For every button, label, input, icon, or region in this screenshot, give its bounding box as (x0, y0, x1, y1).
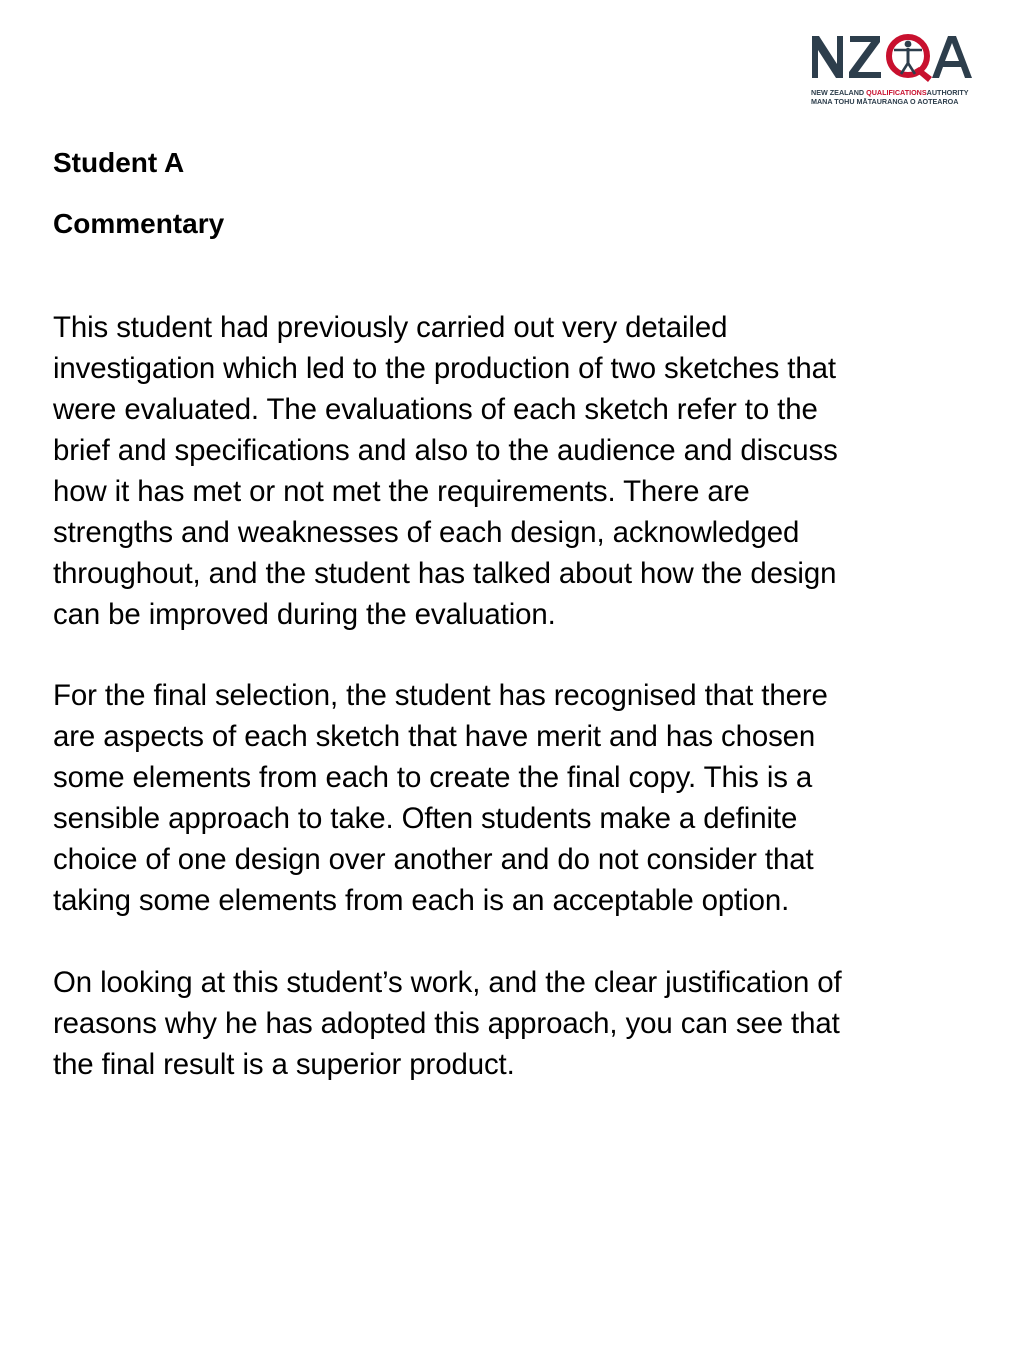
nzqa-logo (810, 28, 974, 108)
nzqa-logo-mark (810, 28, 974, 84)
nzqa-logo-tagline-maori: MANA TOHU MĀTAURANGA O AOTEAROA (811, 97, 959, 106)
student-heading: Student A (53, 147, 185, 178)
commentary-paragraph-2: For the final selection, the student has recognised that there are aspects of each sketch that have merit and has chosen some elements from each to create the final copy. This is a sensible approach to take. Often students make a definite choice of one design over another and do not consider that taking some elements from each is an acceptable option. (53, 679, 828, 917)
commentary-paragraph-1: This student had previously carried out very detailed investigation which led to the production of two sketches that were evaluated. The evaluations of each sketch refer to the brief and specifications and also to the audience and discuss how it has met or not met the requirements. There are strengths and weaknesses of each design, acknowledged throughout, and the student has talked about how the design can be improved during the evaluation. (53, 311, 838, 631)
commentary-heading: Commentary (53, 208, 225, 239)
commentary-paragraph-3: On looking at this student’s work, and the clear justification of reasons why he has adopted this approach, you can see that the final result is a superior product. (53, 966, 842, 1081)
nzqa-logo-tagline-english: NEW ZEALAND QUALIFICATIONSAUTHORITY (811, 88, 969, 97)
